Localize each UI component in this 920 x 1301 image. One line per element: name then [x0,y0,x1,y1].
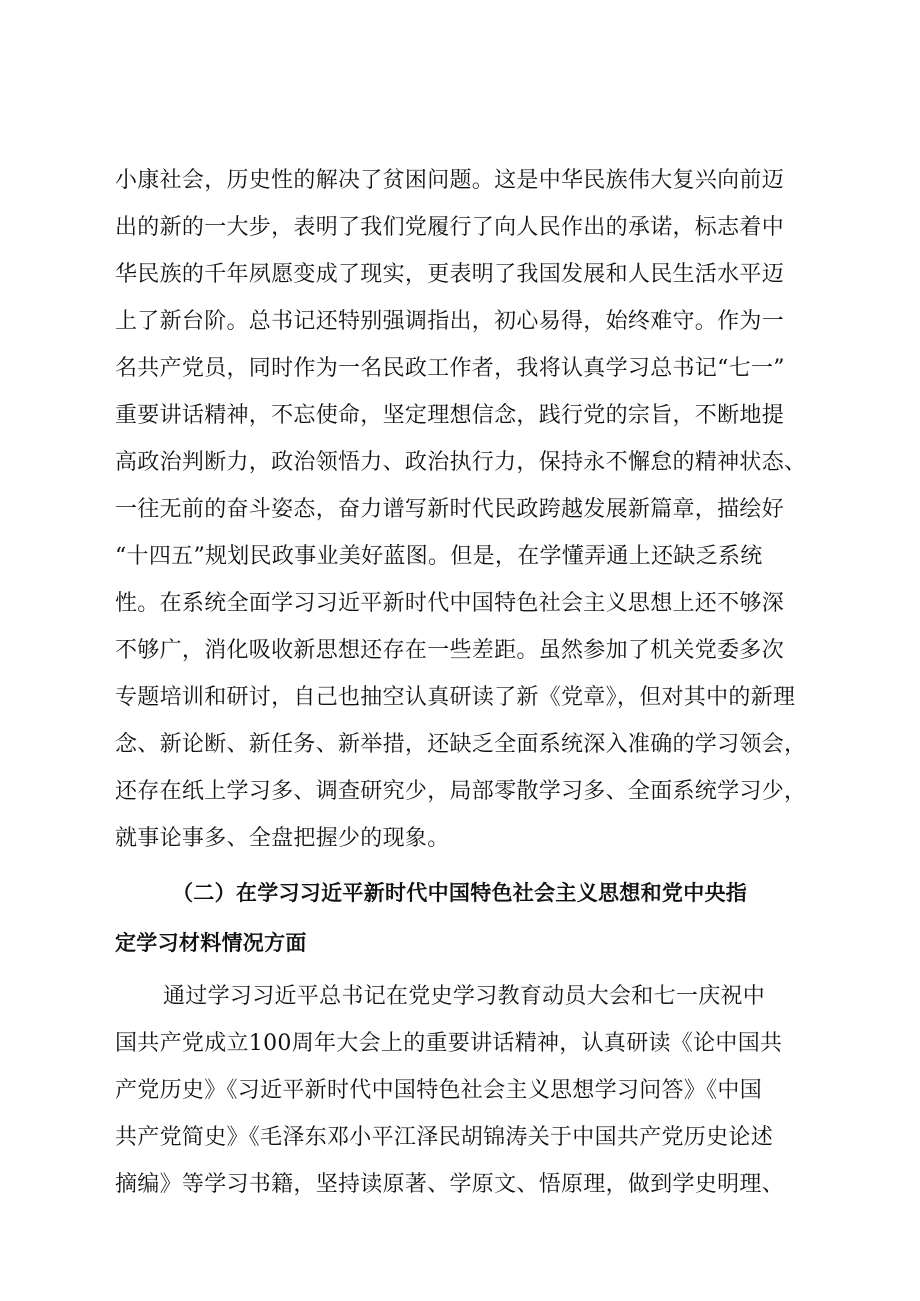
body-text-line: 小康社会，历史性的解决了贫困问题。这是中华民族伟大复兴向前迈 [115,168,785,193]
body-text-line: “十四五”规划民政事业美好蓝图。但是，在学懂弄通上还缺乏系统 [115,544,763,569]
body-text-line: 一往无前的奋斗姿态，奋力谱写新时代民政跨越发展新篇章，描绘好 [115,497,785,522]
section-heading-line: 定学习材料情况方面 [115,931,307,955]
body-text-line: 通过学习习近平总书记在党史学习教育动员大会和七一庆祝中 [163,984,766,1009]
body-text-line: 产党历史》《习近平新时代中国特色社会主义思想学习问答》《中国 [115,1078,763,1103]
body-text-line: 高政治判断力，政治领悟力、政治执行力，保持永不懈怠的精神状态、 [115,450,807,475]
body-text-line: 就事论事多、全盘把握少的现象。 [115,826,450,851]
body-text-line: 国共产党成立100周年大会上的重要讲话精神，认真研读《论中国共 [115,1031,783,1056]
body-text-line: 名共产党员，同时作为一名民政工作者，我将认真学习总书记“七一” [115,356,785,381]
body-text-line: 上了新台阶。总书记还特别强调指出，初心易得，始终难守。作为一 [115,309,785,334]
body-text-line: 还存在纸上学习多、调查研究少，局部零散学习多、全面系统学习少， [115,779,807,804]
section-heading-line: （二）在学习习近平新时代中国特色社会主义思想和党中央指 [172,881,748,905]
body-text-line: 共产党简史》《毛泽东邓小平江泽民胡锦涛关于中国共产党历史论述 [115,1125,774,1150]
body-text-line: 出的新的一大步，表明了我们党履行了向人民作出的承诺，标志着中 [115,215,785,240]
body-text-line: 性。在系统全面学习习近平新时代中国特色社会主义思想上还不够深 [115,591,785,616]
body-text-line: 重要讲话精神，不忘使命，坚定理想信念，践行党的宗旨，不断地提 [115,403,785,428]
body-text-line: 专题培训和研讨，自己也抽空认真研读了新《党章》，但对其中的新理 [115,685,796,710]
body-text-line: 摘编》等学习书籍，坚持读原著、学原文、悟原理，做到学史明理、 [115,1172,785,1197]
body-text-line: 不够广，消化吸收新思想还存在一些差距。虽然参加了机关党委多次 [115,638,785,663]
body-text-line: 念、新论断、新任务、新举措，还缺乏全面系统深入准确的学习领会， [115,732,807,757]
body-text-line: 华民族的千年夙愿变成了现实，更表明了我国发展和人民生活水平迈 [115,262,785,287]
